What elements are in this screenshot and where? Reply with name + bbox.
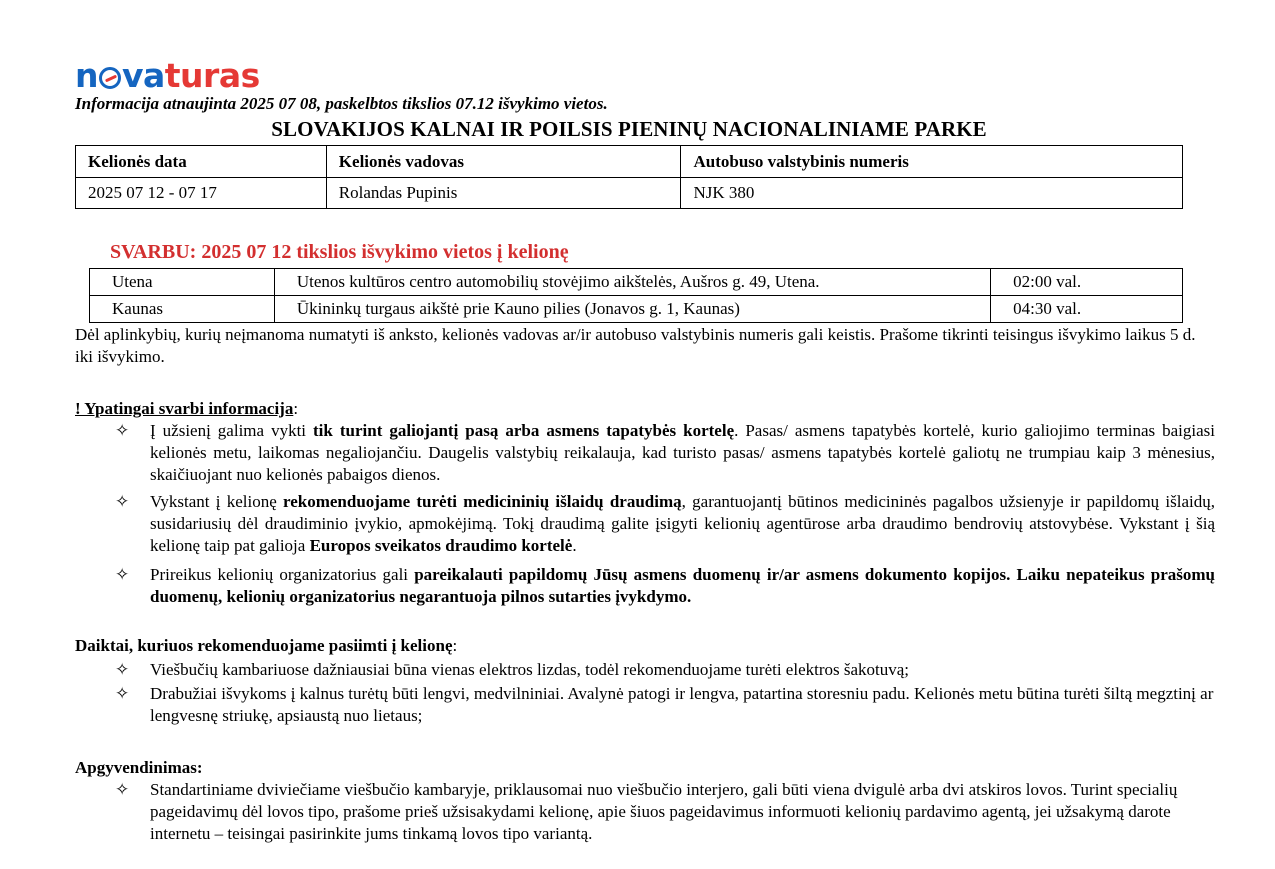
guide-name: Rolandas Pupinis: [326, 178, 681, 209]
accommodation-item: Standartiniame dviviečiame viešbučio kambaryje, priklausomai nuo viešbučio interjero, gali būti viena dvigulė arba dvi atskiros lovos. Turint specialių pageidavimų dėl lovos tipo, prašome prieš užsisakydami kelionę, apie šiuos pageidavimus informuoti kelionių pardavimo agentą, jei užsakymą darote internetu – teisingai pasirinkite jums tinkamą lovos tipo variantą.: [150, 780, 1178, 843]
special-info-heading: ! Ypatingai svarbi informacija:: [75, 399, 299, 418]
globe-icon: [99, 67, 121, 89]
departure-table: [89, 268, 1183, 323]
departure-city: Kaunas: [90, 296, 275, 323]
diamond-bullet-icon: ✧: [115, 492, 130, 512]
update-note: Informacija atnaujinta 2025 07 08, paskelbtos tikslios 07.12 išvykimo vietos.: [75, 94, 608, 113]
special-info-item: Prireikus kelionių organizatorius gali pareikalauti papildomų Jūsų asmens duomenų ir/ar asmens dokumento kopijos. Laiku nepateikus prašomų duomenų, kelionių organizatorius negarantuoja pilnos sutarties įvykdymo.: [150, 565, 1215, 606]
novaturas-logo: [75, 58, 260, 94]
trip-table-header: [76, 146, 1183, 178]
items-list-item: Drabužiai išvykoms į kalnus turėtų būti lengvi, medvilniniai. Avalynė patogi ir lengva, patartina storesniu padu. Kelionės metu būtina turėti šiltą megztinį ar lengvesnę striukę, apsiaustą nuo lietaus;: [150, 684, 1214, 725]
diamond-bullet-icon: ✧: [115, 565, 130, 585]
departure-row: [90, 269, 1183, 296]
bus-number: NJK 380: [681, 178, 1183, 209]
header-trip-date: Kelionės data: [76, 146, 327, 178]
departure-time: 02:00 val.: [991, 269, 1183, 296]
important-heading: SVARBU: 2025 07 12 tikslios išvykimo vietos į kelionę: [110, 241, 569, 263]
page-title: SLOVAKIJOS KALNAI IR POILSIS PIENINŲ NACIONALINIAME PARKE: [271, 117, 987, 141]
logo-text-end: turas: [164, 56, 260, 95]
departure-place: Ūkininkų turgaus aikštė prie Kauno pilies (Jonavos g. 1, Kaunas): [274, 296, 990, 323]
departure-city: Utena: [90, 269, 275, 296]
trip-table-row: [76, 178, 1183, 209]
logo-text-start: n: [75, 56, 98, 95]
diamond-bullet-icon: ✧: [115, 684, 130, 704]
departure-place: Utenos kultūros centro automobilių stovėjimo aikštelės, Aušros g. 49, Utena.: [274, 269, 990, 296]
items-list-item: Viešbučių kambariuose dažniausiai būna vienas elektros lizdas, todėl rekomenduojame turėti elektros šakotuvą;: [150, 660, 910, 679]
diamond-bullet-icon: ✧: [115, 780, 130, 800]
departure-time: 04:30 val.: [991, 296, 1183, 323]
notice-paragraph: Dėl aplinkybių, kurių neįmanoma numatyti iš anksto, kelionės vadovas ar/ir autobuso valstybinis numeris gali keistis. Prašome tikrinti teisingus išvykimo laikus 5 d. iki išvykimo.: [75, 325, 1196, 366]
departure-row: [90, 296, 1183, 323]
diamond-bullet-icon: ✧: [115, 660, 130, 680]
special-info-item: Vykstant į kelionę rekomenduojame turėti medicininių išlaidų draudimą, garantuojantį būtinos medicininės pagalbos užsienyje ir papildomų išlaidų, susidariusių dėl draudiminio įvykio, apmokėjimą. Tokį draudimą galite įsigyti kelionių agentūrose arba draudimo bendrovių atstovybėse. Vykstant į šią kelionę taip pat galioja Europos sveikatos draudimo kortelė.: [150, 492, 1216, 555]
diamond-bullet-icon: ✧: [115, 421, 130, 441]
header-guide: Kelionės vadovas: [326, 146, 681, 178]
accommodation-heading: Apgyvendinimas:: [75, 758, 203, 777]
header-bus-number: Autobuso valstybinis numeris: [681, 146, 1183, 178]
items-heading: Daiktai, kuriuos rekomenduojame pasiimti į kelionę:: [75, 636, 458, 655]
trip-date: 2025 07 12 - 07 17: [76, 178, 327, 209]
special-info-item: Į užsienį galima vykti tik turint galiojantį pasą arba asmens tapatybės kortelę. Pasas/ asmens tapatybės kortelė, kurio galiojimo terminas baigiasi kelionės metu, laikomas negaliojančiu. Daugelis valstybių reikalauja, kad turisto pasas/ asmens tapatybės kortelė galiotų ne trumpiau kaip 3 mėnesius, skaičiuojant nuo kelionės pabaigos dienos.: [150, 421, 1215, 484]
trip-info-table: [75, 145, 1183, 209]
logo-text-mid: va: [122, 56, 165, 95]
